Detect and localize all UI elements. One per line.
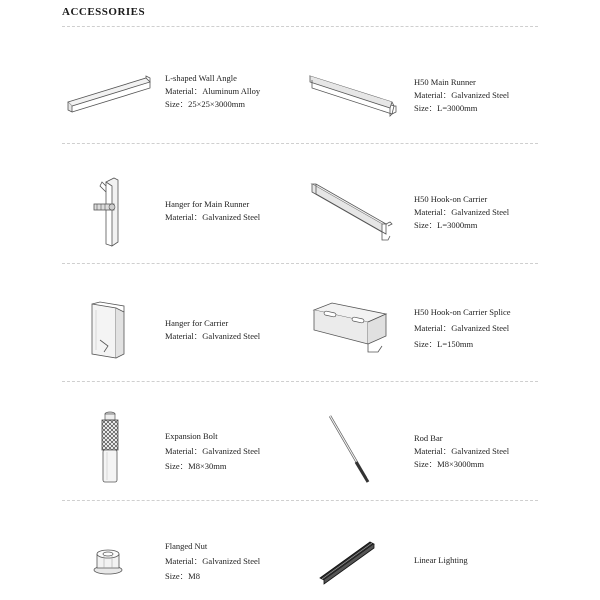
hook-on-carrier-illustration [308, 180, 394, 244]
item-name: Flanged Nut [165, 541, 208, 551]
rod-bar-illustration [326, 414, 376, 484]
item-name: Hanger for Main Runner [165, 199, 250, 209]
main-runner-illustration [308, 72, 398, 118]
item-text-wall-angle [165, 72, 260, 112]
item-name: Linear Lighting [414, 555, 468, 565]
carrier-splice-illustration [308, 300, 394, 356]
item-name: Expansion Bolt [165, 431, 218, 441]
item-name: L-shaped Wall Angle [165, 73, 237, 83]
linear-lighting-illustration [316, 538, 378, 586]
divider [62, 26, 538, 27]
item-material: Material：Galvanized Steel [414, 323, 510, 334]
item-text-linear-lighting [414, 554, 468, 567]
item-material: Material：Galvanized Steel [165, 212, 261, 223]
item-size: Size：25×25×3000mm [165, 99, 245, 110]
divider [62, 500, 538, 501]
item-name: Rod Bar [414, 433, 443, 443]
expansion-bolt-illustration [96, 410, 124, 484]
item-name: H50 Main Runner [414, 77, 476, 87]
item-name: H50 Hook-on Carrier [414, 194, 488, 204]
item-name: Hanger for Carrier [165, 318, 229, 328]
carrier-hanger-illustration [86, 300, 130, 362]
item-material: Material：Galvanized Steel [165, 556, 261, 567]
main-runner-hanger-illustration [88, 176, 128, 248]
page-title: ACCESSORIES [62, 6, 146, 18]
item-size: Size：L=3000mm [414, 220, 478, 231]
item-size: Size：M8×30mm [165, 461, 227, 472]
divider [62, 263, 538, 264]
divider [62, 381, 538, 382]
item-size: Size：M8 [165, 571, 200, 582]
item-material: Material：Galvanized Steel [414, 207, 510, 218]
item-size: Size：L=3000mm [414, 103, 478, 114]
item-text-flanged-nut [165, 540, 260, 584]
item-text-rod-bar [414, 432, 509, 472]
item-material: Material：Galvanized Steel [165, 331, 261, 342]
item-material: Material：Galvanized Steel [414, 446, 510, 457]
wall-angle-illustration [66, 74, 152, 114]
item-text-carrier-splice [414, 306, 511, 352]
item-text-main-runner-hanger [165, 198, 260, 224]
item-text-hook-on-carrier [414, 193, 509, 233]
item-size: Size：M8×3000mm [414, 459, 484, 470]
divider [62, 143, 538, 144]
item-size: Size：L=150mm [414, 339, 474, 350]
flanged-nut-illustration [92, 546, 124, 576]
item-material: Material：Galvanized Steel [414, 90, 510, 101]
item-text-carrier-hanger [165, 317, 260, 343]
item-name: H50 Hook-on Carrier Splice [414, 307, 511, 317]
item-text-main-runner [414, 76, 509, 116]
item-material: Material：Galvanized Steel [165, 446, 261, 457]
item-material: Material：Aluminum Alloy [165, 86, 261, 97]
item-text-expansion-bolt [165, 430, 260, 474]
